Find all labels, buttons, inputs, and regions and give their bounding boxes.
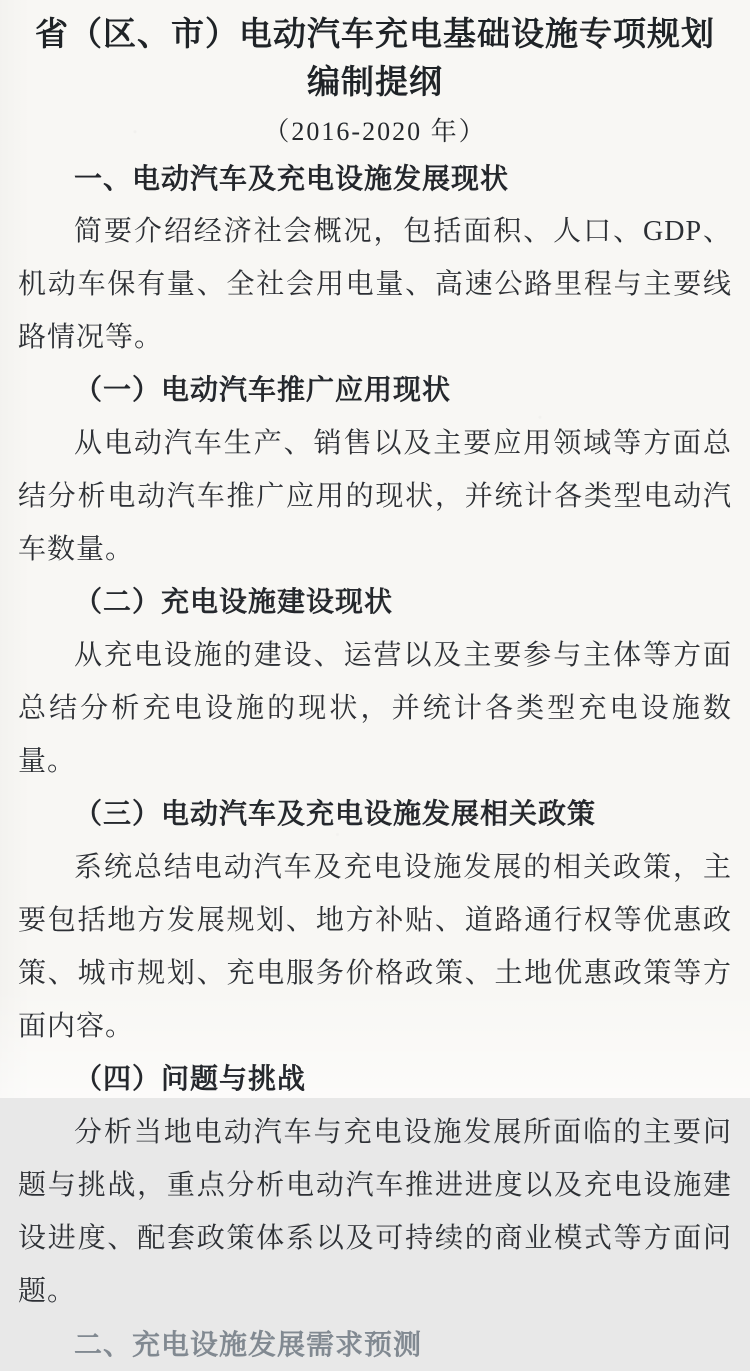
section-1-paragraph: 简要介绍经济社会概况，包括面积、人口、GDP、机动车保有量、全社会用电量、高速公路里程与主要线路情况等。	[18, 216, 732, 353]
subsection-1-3-paragraph: 系统总结电动汽车及充电设施发展的相关政策，主要包括地方发展规划、地方补贴、道路通行权等优惠政策、城市规划、充电服务价格政策、土地优惠政策等方面内容。	[18, 852, 732, 1042]
subsection-1-2-heading: （二）充电设施建设现状	[74, 587, 394, 618]
subsection-1-2-paragraph: 从充电设施的建设、运营以及主要参与主体等方面总结分析充电设施的现状，并统计各类型充电设施数量。	[18, 640, 732, 777]
subsection-1-4-heading: （四）问题与挑战	[74, 1064, 307, 1095]
document-title-line1: 省（区、市）电动汽车充电基础设施专项规划	[35, 15, 715, 52]
document-period: （2016-2020 年）	[263, 117, 487, 146]
section-1-heading: 一、电动汽车及充电设施发展现状	[74, 163, 510, 194]
subsection-1-1-heading: （一）电动汽车推广应用现状	[74, 375, 452, 406]
subsection-1-1-paragraph: 从电动汽车生产、销售以及主要应用领域等方面总结分析电动汽车推广应用的现状，并统计各类型电动汽车数量。	[18, 428, 732, 565]
subsection-1-3-heading: （三）电动汽车及充电设施发展相关政策	[74, 799, 597, 830]
subsection-1-4-paragraph: 分析当地电动汽车与充电设施发展所面临的主要问题与挑战，重点分析电动汽车推进进度以及充电设施建设进度、配套政策体系以及可持续的商业模式等方面问题。	[18, 1117, 732, 1307]
section-2-heading: 二、充电设施发展需求预测	[74, 1329, 423, 1360]
document-title-line2: 编制提纲	[307, 63, 443, 100]
